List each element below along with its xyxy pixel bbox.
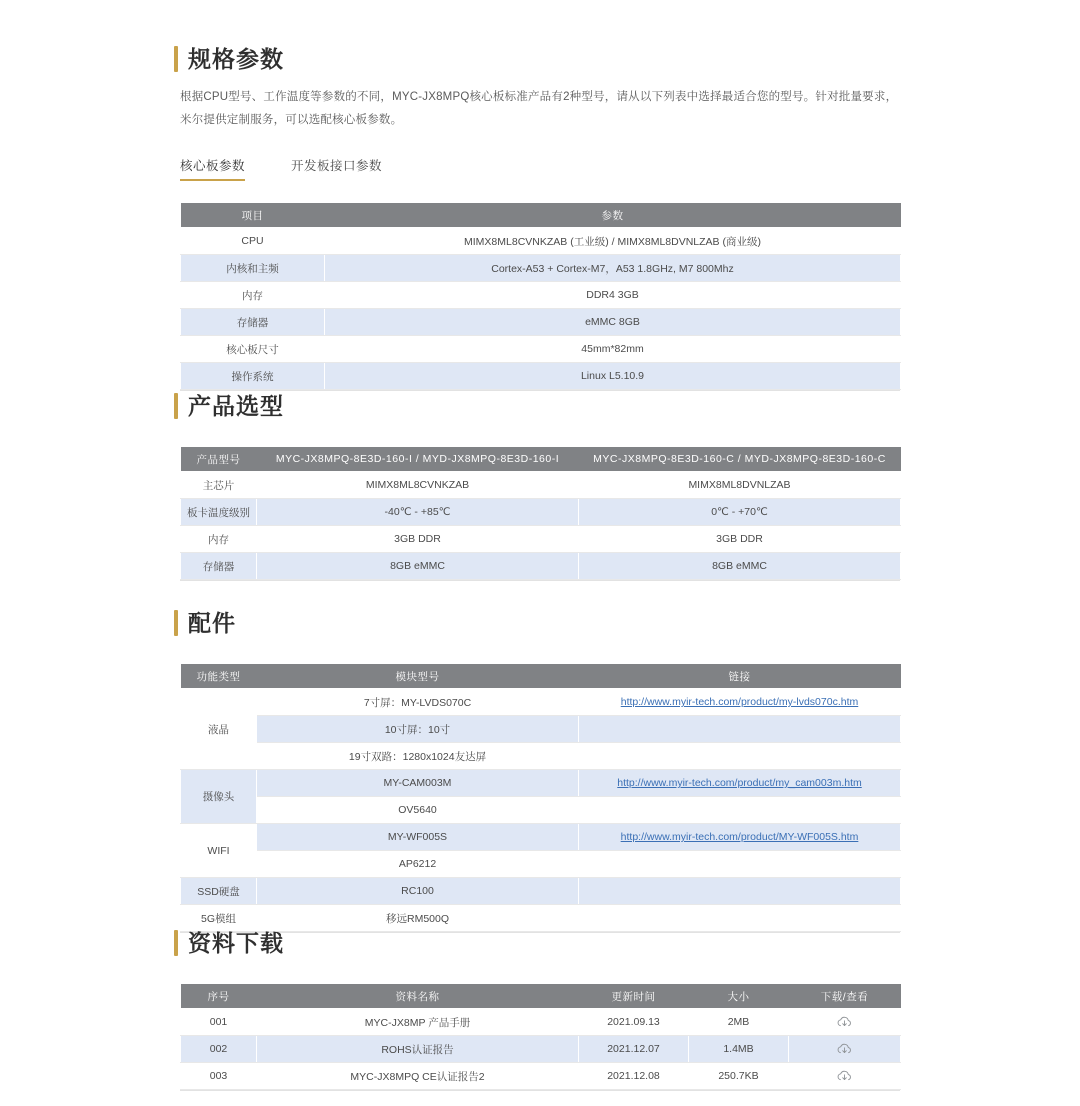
- sel-cell-item: 存储器: [181, 553, 257, 580]
- table-row: [181, 363, 901, 390]
- spec-cell-value: 45mm*82mm: [325, 336, 901, 363]
- spec-cell-item: 核心板尺寸: [181, 336, 325, 363]
- table-row: [181, 336, 901, 363]
- selection-table-wrap: [180, 447, 900, 581]
- dl-th-name: 资料名称: [257, 984, 579, 1009]
- sel-cell-c: 3GB DDR: [579, 526, 901, 553]
- dl-th-size: 大小: [689, 984, 789, 1009]
- spec-cell-value: eMMC 8GB: [325, 309, 901, 336]
- cloud-download-icon[interactable]: [836, 1015, 853, 1029]
- sel-cell-c: MIMX8ML8DVNLZAB: [579, 472, 901, 499]
- dl-th-action: 下载/查看: [789, 984, 901, 1009]
- sel-cell-i: -40℃ - +85℃: [257, 499, 579, 526]
- table-header-row: [181, 984, 901, 1009]
- table-row: [181, 689, 901, 716]
- table-row: [181, 851, 901, 878]
- acc-cell-type: 液晶: [181, 689, 257, 770]
- page-title-specifications: 规格参数: [188, 46, 284, 72]
- acc-cell-model: 移远RM500Q: [257, 905, 579, 932]
- cloud-download-icon[interactable]: [836, 1069, 853, 1083]
- acc-cell-link: [579, 797, 901, 824]
- acc-th-link: 链接: [579, 664, 901, 689]
- spec-cell-value: Cortex-A53 + Cortex-M7，A53 1.8GHz, M7 800Mhz: [325, 255, 901, 282]
- table-row: [181, 743, 901, 770]
- sel-th-variant-c: MYC-JX8MPQ-8E3D-160-C / MYD-JX8MPQ-8E3D-160-C: [579, 447, 901, 472]
- table-header-row: [181, 203, 901, 228]
- sel-th-variant-i: MYC-JX8MPQ-8E3D-160-I / MYD-JX8MPQ-8E3D-160-I: [257, 447, 579, 472]
- page-title-accessories: 配件: [188, 610, 236, 636]
- table-row: [181, 878, 901, 905]
- sel-cell-c: 0℃ - +70℃: [579, 499, 901, 526]
- table-row: [181, 526, 901, 553]
- dl-cell-no: 003: [181, 1063, 257, 1090]
- table-row: [181, 797, 901, 824]
- acc-cell-link: [579, 851, 901, 878]
- spec-cell-item: CPU: [181, 228, 325, 255]
- dl-cell-size: 1.4MB: [689, 1036, 789, 1063]
- accessories-table-wrap: [180, 664, 900, 933]
- accessories-table: [180, 664, 901, 932]
- acc-cell-link: [579, 878, 901, 905]
- acc-cell-model: 10寸屏：10寸: [257, 716, 579, 743]
- acc-cell-type: 摄像头: [181, 770, 257, 824]
- dl-cell-date: 2021.12.07: [579, 1036, 689, 1063]
- acc-cell-model: AP6212: [257, 851, 579, 878]
- spec-cell-value: MIMX8ML8CVNKZAB (工业级) / MIMX8ML8DVNLZAB (商业级): [325, 228, 901, 255]
- acc-cell-model: 7寸屏：MY-LVDS070C: [257, 689, 579, 716]
- table-row: [181, 553, 901, 580]
- acc-cell-model: OV5640: [257, 797, 579, 824]
- table-row: [181, 1063, 901, 1090]
- dl-cell-action[interactable]: [789, 1036, 901, 1063]
- dl-cell-size: 2MB: [689, 1009, 789, 1036]
- sel-cell-i: 3GB DDR: [257, 526, 579, 553]
- spec-table-wrap: [180, 203, 900, 391]
- table-row: [181, 309, 901, 336]
- cloud-download-icon[interactable]: [836, 1042, 853, 1056]
- downloads-table-wrap: [180, 984, 900, 1091]
- sel-cell-c: 8GB eMMC: [579, 553, 901, 580]
- acc-cell-type: 5G模组: [181, 905, 257, 932]
- spec-th-value: 参数: [325, 203, 901, 228]
- accessory-link[interactable]: http://www.myir-tech.com/product/my-lvds070c.htm: [620, 696, 859, 708]
- dl-cell-name: ROHS认证报告: [257, 1036, 579, 1063]
- spec-th-item: 项目: [181, 203, 325, 228]
- spec-cell-value: Linux L5.10.9: [325, 363, 901, 390]
- acc-cell-model: MY-CAM003M: [257, 770, 579, 797]
- table-row: [181, 716, 901, 743]
- accessory-link[interactable]: http://www.myir-tech.com/product/MY-WF005S.htm: [620, 831, 859, 843]
- spec-cell-value: DDR4 3GB: [325, 282, 901, 309]
- acc-th-model: 模块型号: [257, 664, 579, 689]
- sel-cell-i: MIMX8ML8CVNKZAB: [257, 472, 579, 499]
- dl-th-date: 更新时间: [579, 984, 689, 1009]
- accent-bar-icon: [174, 930, 178, 956]
- section-header-specifications: [180, 46, 900, 72]
- dl-cell-no: 002: [181, 1036, 257, 1063]
- dl-cell-action[interactable]: [789, 1009, 901, 1036]
- acc-cell-link: [579, 716, 901, 743]
- tab-core-board-params[interactable]: 核心板参数: [180, 156, 245, 181]
- accent-bar-icon: [174, 46, 178, 72]
- acc-cell-link: [579, 905, 901, 932]
- specifications-intro-text: 根据CPU型号、工作温度等参数的不同，MYC-JX8MPQ核心板标准产品有2种型号，请从以下列表中选择最适合您的型号。针对批量要求，米尔提供定制服务，可以选配核心板参数。: [180, 91, 898, 126]
- dl-cell-name: MYC-JX8MP 产品手册: [257, 1009, 579, 1036]
- table-row: [181, 905, 901, 932]
- accent-bar-icon: [174, 393, 178, 419]
- sel-cell-item: 板卡温度级别: [181, 499, 257, 526]
- spec-cell-item: 存储器: [181, 309, 325, 336]
- sel-cell-item: 主芯片: [181, 472, 257, 499]
- accessory-link[interactable]: http://www.myir-tech.com/product/my_cam003m.htm: [617, 777, 862, 789]
- acc-cell-type: SSD硬盘: [181, 878, 257, 905]
- table-row: [181, 228, 901, 255]
- dl-cell-size: 250.7KB: [689, 1063, 789, 1090]
- acc-th-type: 功能类型: [181, 664, 257, 689]
- accent-bar-icon: [174, 610, 178, 636]
- dl-th-no: 序号: [181, 984, 257, 1009]
- sel-cell-i: 8GB eMMC: [257, 553, 579, 580]
- dl-cell-no: 001: [181, 1009, 257, 1036]
- section-header-downloads: [180, 930, 900, 956]
- table-header-row: [181, 664, 901, 689]
- tab-dev-board-interface-params[interactable]: 开发板接口参数: [291, 159, 383, 173]
- section-header-accessories: [180, 610, 900, 636]
- spec-cell-item: 内核和主频: [181, 255, 325, 282]
- dl-cell-action[interactable]: [789, 1063, 901, 1090]
- spec-cell-item: 操作系统: [181, 363, 325, 390]
- page-title-product-selection: 产品选型: [188, 393, 284, 419]
- sel-cell-item: 内存: [181, 526, 257, 553]
- table-header-row: [181, 447, 901, 472]
- table-row: [181, 1036, 901, 1063]
- acc-cell-link: [579, 743, 901, 770]
- section-downloads: [180, 930, 900, 1091]
- dl-cell-name: MYC-JX8MPQ CE认证报告2: [257, 1063, 579, 1090]
- acc-cell-model: RC100: [257, 878, 579, 905]
- downloads-table: [180, 984, 901, 1090]
- sel-th-model: 产品型号: [181, 447, 257, 472]
- acc-cell-link: [579, 824, 901, 851]
- section-specifications: [180, 46, 900, 391]
- table-row: [181, 282, 901, 309]
- acc-cell-model: 19寸双路：1280x1024友达屏: [257, 743, 579, 770]
- table-row: [181, 499, 901, 526]
- table-row: [181, 770, 901, 797]
- table-row: [181, 255, 901, 282]
- acc-cell-model: MY-WF005S: [257, 824, 579, 851]
- dl-cell-date: 2021.12.08: [579, 1063, 689, 1090]
- dl-cell-date: 2021.09.13: [579, 1009, 689, 1036]
- spec-table: [180, 203, 901, 390]
- selection-table: [180, 447, 901, 580]
- table-row: [181, 1009, 901, 1036]
- table-row: [181, 824, 901, 851]
- section-accessories: [180, 610, 900, 933]
- section-product-selection: [180, 393, 900, 581]
- table-row: [181, 472, 901, 499]
- acc-cell-type: WIFI: [181, 824, 257, 878]
- acc-cell-link: [579, 689, 901, 716]
- section-header-product-selection: [180, 393, 900, 419]
- spec-tabs: [180, 156, 900, 181]
- spec-cell-item: 内存: [181, 282, 325, 309]
- page-title-downloads: 资料下载: [188, 930, 284, 956]
- acc-cell-link: [579, 770, 901, 797]
